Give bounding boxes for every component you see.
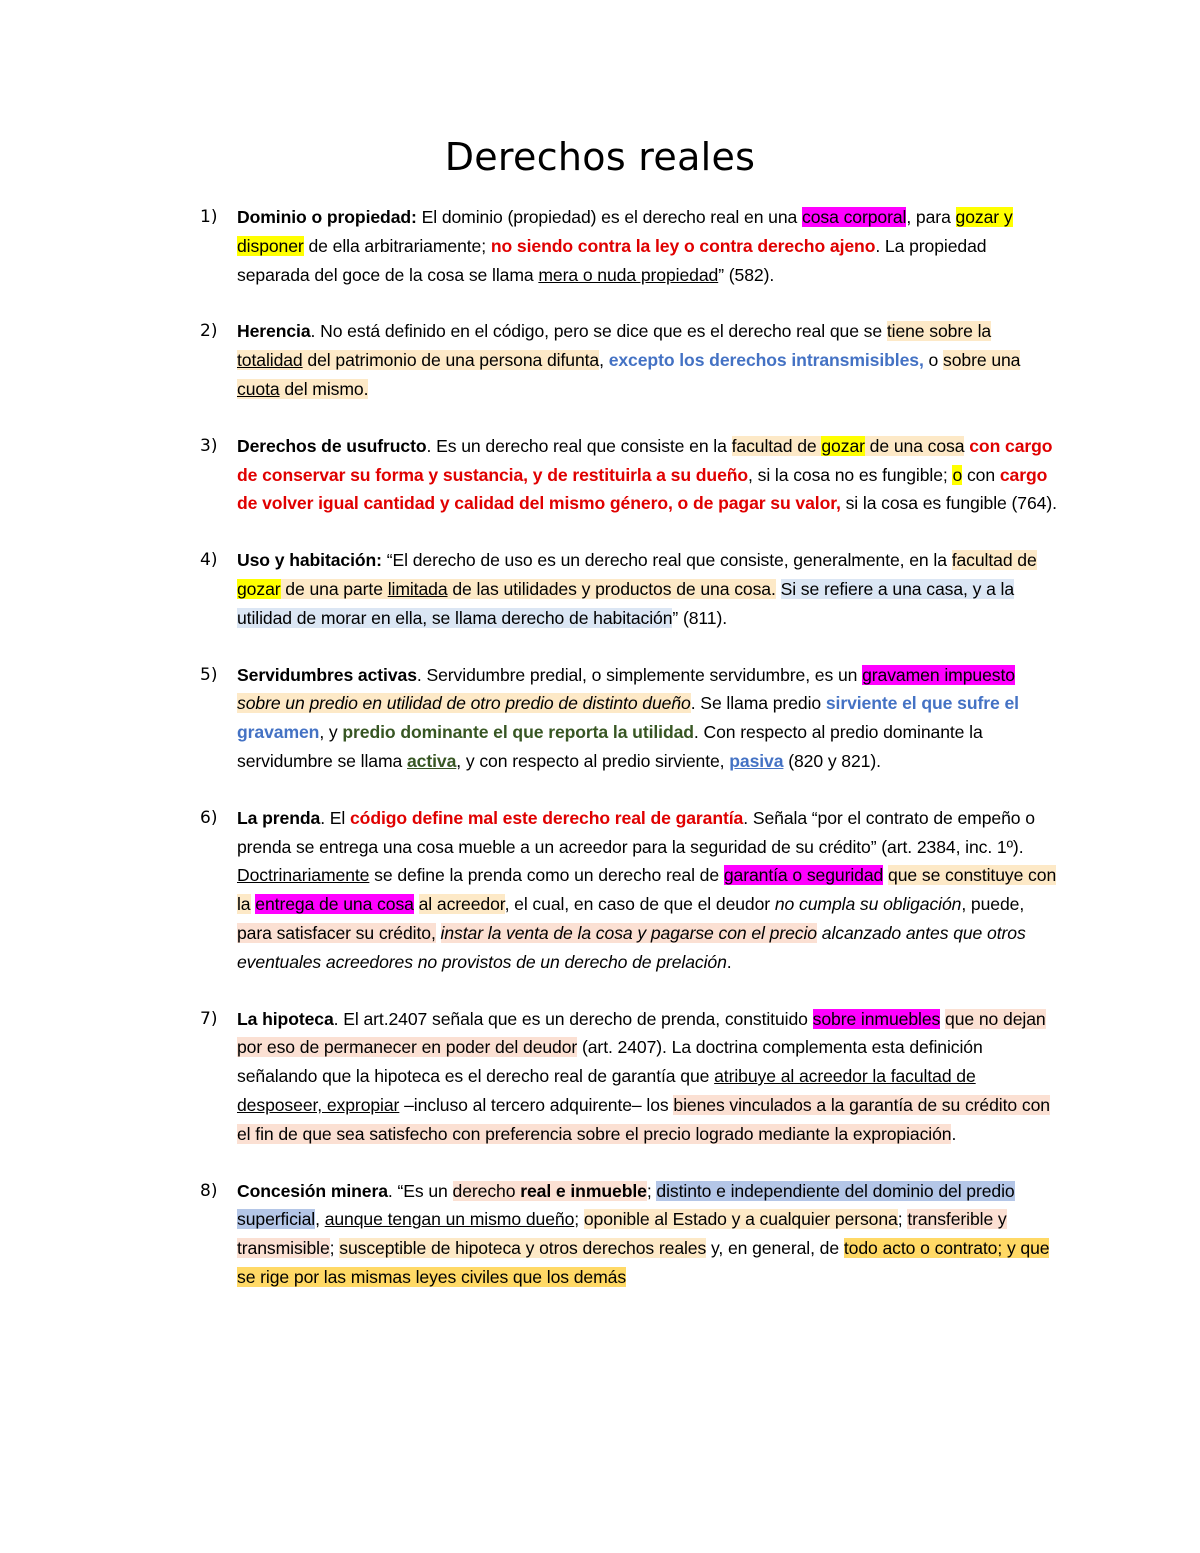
text-segment: de ella arbitrariamente; [303,235,491,256]
text-segment: . Con respecto al predio dominante la servidumbre se llama [237,722,983,771]
list-item [200,661,1060,776]
list-item-text [237,1005,1060,1149]
text-segment: , [599,350,609,371]
text-segment: . No está definido en el código, pero se dice que es el derecho real que se [310,321,887,342]
list-item-text [237,661,1060,776]
text-segment: ; [574,1209,584,1230]
text-segment: y, en general, de [706,1238,844,1259]
text-segment: garantía o seguridad [723,865,884,886]
text-segment: distinto e independiente del dominio del predio superficial [237,1180,1015,1230]
list-item-number: 2) [200,321,218,342]
text-segment: totalidad [237,350,303,371]
text-segment: derecho [452,1180,521,1201]
text-segment: , si la cosa no es fungible; [748,464,953,485]
text-segment: ” (811). [672,607,727,628]
text-segment: , puede, [961,894,1025,915]
text-segment: mera o nuda propiedad [538,264,719,285]
text-segment: si la cosa es fungible (764). [840,493,1057,514]
text-segment: cosa corporal [802,207,907,227]
text-segment: , el cual, en caso de que el deudor [504,894,775,915]
document-title: Derechos reales [444,135,756,179]
text-segment: facultad de [951,550,1037,571]
list-item-text [237,1177,1060,1292]
text-segment: atribuye al acreedor la facultad de desposeer, expropiar [237,1066,976,1115]
text-segment: –incluso al tercero adquirente– los [399,1094,674,1115]
text-segment: entrega de una cosa [255,894,414,915]
text-segment: se define la prenda como un derecho real de [369,865,724,886]
text-segment: Doctrinariamente [237,865,370,886]
list-item-number: 1) [200,207,218,227]
list-item-text [237,203,1060,289]
text-segment: facultad de [731,435,822,456]
text-segment: gozar y disponer [237,207,1013,256]
list-item-text [237,317,1060,403]
text-segment: Dominio o propiedad: [237,207,417,227]
text-segment: . Señala “por el contrato de empeño o prenda se entrega una cosa mueble a un acreedor para la seguridad de su crédito” (art. 2384, inc. 1º). [237,807,1035,857]
text-segment: El dominio (propiedad) es el derecho real en una [416,207,803,227]
text-segment: gozar [821,435,865,456]
text-segment: de una parte [280,578,388,599]
text-segment: Uso y habitación: [237,550,382,571]
list-item-number: 8) [200,1180,218,1201]
list-item-number: 6) [200,807,218,828]
list-item [200,317,1060,403]
text-segment: . El [320,807,350,828]
text-segment [776,579,781,599]
text-segment: o [923,350,944,371]
text-segment: La prenda [237,807,321,828]
text-segment: activa [407,750,457,771]
text-segment: que no dejan por eso de permanecer en poder del deudor [237,1008,1046,1058]
text-segment: al acreedor [418,894,505,915]
text-segment: no cumpla su obligación [774,894,962,915]
text-segment: La hipoteca [237,1008,334,1029]
list-item [200,1005,1060,1149]
text-segment: , y [319,722,343,743]
text-segment: aunque tengan un mismo dueño [324,1209,575,1230]
text-segment: . Se llama predio [690,693,826,714]
text-segment: oponible al Estado y a cualquier persona [583,1209,898,1230]
text-segment: Concesión minera [237,1180,388,1201]
text-segment: Derechos de usufructo [237,435,427,456]
text-segment: ; [329,1238,340,1259]
text-segment: o [952,464,963,485]
text-segment: susceptible de hipoteca y otros derechos reales [339,1238,707,1259]
list-item [200,804,1060,977]
text-segment [414,894,419,914]
text-segment: transferible y transmisible [237,1209,1007,1259]
text-segment: real e inmueble [520,1180,647,1201]
text-segment: alcanzado antes que otros eventuales acreedores no provistos de un derecho de prelación [237,922,1026,972]
text-segment: limitada [387,578,448,599]
text-segment: gozar [237,578,281,599]
text-segment: instar la venta de la cosa y pagarse con el precio [440,922,817,943]
text-segment: “El derecho de uso es un derecho real que consiste, generalmente, en la [381,550,952,571]
list-item-text [237,804,1060,977]
list-item [200,1177,1060,1292]
text-segment: (art. 2407). La doctrina complementa esta definición señalando que la hipoteca es el derecho real de garantía que [237,1037,983,1087]
text-segment: con cargo de conservar su forma y sustancia, y de restituirla a su dueño [237,435,1053,485]
text-segment: predio dominante el que reporta la utilidad [342,722,694,743]
text-segment: . Servidumbre predial, o simplemente servidumbre, es un [416,664,863,685]
text-segment: sobre una [943,350,1021,371]
text-segment: del patrimonio de una persona difunta [302,350,600,371]
text-segment: cargo de volver igual cantidad y calidad del mismo género, o de pagar su valor, [237,464,1048,514]
text-segment: . [726,951,732,972]
text-segment: Servidumbres activas [237,664,417,685]
text-segment: del mismo. [279,378,369,399]
text-segment: con [962,464,1000,485]
text-segment: Si se refiere a una casa, y a la utilidad de morar en ella, se llama derecho de habitación [237,578,1015,628]
list-item-text [237,432,1060,518]
definitions-list [200,203,1060,1320]
text-segment: de una cosa [864,435,965,456]
text-segment: . Es un derecho real que consiste en la [426,435,732,456]
text-segment: para satisfacer su crédito, [237,922,436,943]
text-segment: excepto los derechos intransmisibles, [608,350,924,371]
list-item [200,546,1060,632]
text-segment: de las utilidades y productos de una cosa. [447,578,776,599]
text-segment: , y con respecto al predio sirviente, [456,750,730,771]
list-item [200,432,1060,518]
text-segment: no siendo contra la ley o contra derecho ajeno [490,235,876,256]
text-segment: que se constituye con la [237,865,1057,915]
list-item-number: 3) [200,435,218,456]
text-segment [436,923,441,943]
text-segment: , [315,1209,325,1230]
text-segment: sirviente el que sufre el gravamen [237,693,1019,743]
text-segment: , para [906,207,956,227]
list-item [200,203,1060,289]
text-segment: . La propiedad separada del goce de la cosa se llama [237,235,987,285]
text-segment: cuota [237,378,280,399]
list-item-number: 7) [200,1008,218,1029]
text-segment: ” (582). [718,264,775,285]
list-item-number: 4) [200,550,218,571]
text-segment: . El art.2407 señala que es un derecho de prenda, constituido [333,1008,813,1029]
text-segment: todo acto o contrato; y que se rige por las mismas leyes civiles que los demás [237,1238,1050,1287]
text-segment: sobre un predio en utilidad de otro predio de distinto dueño [237,693,691,714]
text-segment: . “Es un [387,1180,453,1201]
text-segment: ; [897,1209,908,1230]
text-segment: bienes vinculados a la garantía de su crédito con el fin de que sea satisfecho con preferencia sobre el precio logrado mediante la expropiación [237,1094,1050,1144]
text-segment: pasiva [729,750,784,771]
text-segment: (820 y 821). [783,750,881,771]
text-segment: tiene sobre la [886,321,992,342]
list-item-number: 5) [200,664,218,685]
text-segment: gravamen impuesto [862,664,1015,685]
text-segment: código define mal este derecho real de garantía [350,807,744,828]
text-segment: ; [646,1180,657,1201]
list-item-text [237,546,1060,632]
text-segment: . [951,1123,957,1144]
text-segment: sobre inmuebles [812,1008,941,1029]
text-segment: Herencia [237,321,311,342]
